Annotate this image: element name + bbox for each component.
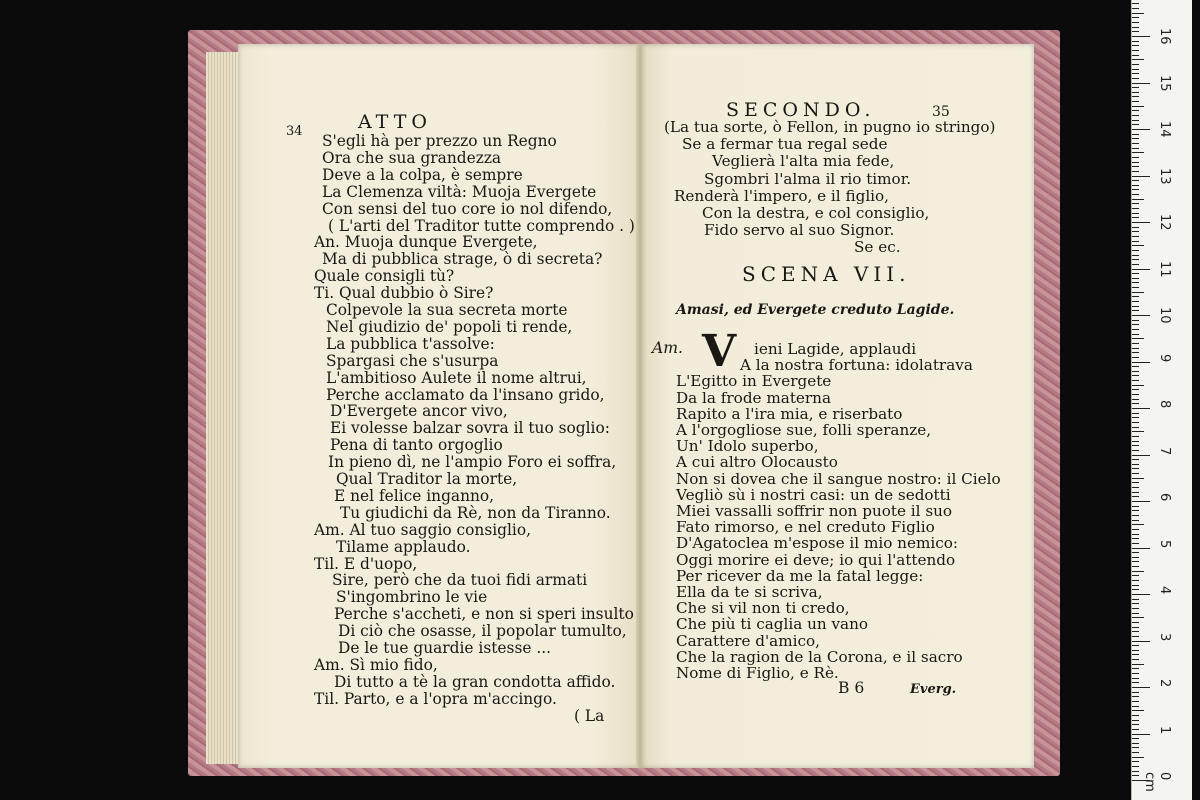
- ruler-tick: [1132, 152, 1144, 153]
- ruler-tick: [1132, 343, 1139, 344]
- ruler-number: 0 cm: [1142, 772, 1172, 792]
- text-line: Spargasi che s'usurpa: [326, 351, 499, 370]
- ruler-number: 1: [1157, 725, 1172, 734]
- text-line: Sgombri l'alma il rio timor.: [704, 169, 912, 188]
- text-line: A cui altro Olocausto: [676, 453, 838, 472]
- ruler-tick: [1132, 324, 1139, 325]
- ruler-tick: [1132, 83, 1150, 84]
- text-line: In pieno dì, ne l'ampio Foro ei soffra,: [328, 453, 617, 472]
- ruler-tick: [1132, 199, 1144, 200]
- ruler-tick: [1132, 752, 1139, 753]
- ruler-tick: [1132, 352, 1139, 353]
- ruler-tick: [1132, 538, 1139, 539]
- ruler-tick: [1132, 208, 1139, 209]
- ruler-tick: [1132, 413, 1139, 414]
- ruler-tick: [1132, 710, 1144, 711]
- ruler-tick: [1132, 203, 1139, 204]
- ruler-tick: [1132, 771, 1139, 772]
- ruler-tick: [1132, 45, 1139, 46]
- ruler-tick: [1132, 422, 1139, 423]
- text-line: Con sensi del tuo core io nol difendo,: [322, 199, 613, 218]
- text-line: Fato rimorso, e nel creduto Figlio: [676, 518, 935, 537]
- text-line: Til. E d'uopo,: [314, 554, 418, 573]
- ruler-tick: [1132, 55, 1139, 56]
- ruler-tick: [1132, 524, 1144, 525]
- ruler-tick: [1132, 571, 1144, 572]
- ruler-tick: [1132, 282, 1139, 283]
- ruler-tick: [1132, 301, 1139, 302]
- ruler-number: 10: [1157, 307, 1172, 324]
- ruler-tick: [1132, 189, 1139, 190]
- ruler-tick: [1132, 213, 1139, 214]
- text-line: Se a fermar tua regal sede: [682, 135, 888, 154]
- ruler-tick: [1132, 50, 1139, 51]
- ruler-tick: [1132, 599, 1139, 600]
- ruler-tick: [1132, 259, 1139, 260]
- ruler-tick: [1132, 273, 1139, 274]
- ruler-number: 14: [1157, 121, 1172, 138]
- text-line: Nel giudizio de' popoli ti rende,: [326, 317, 573, 336]
- ruler-tick: [1132, 734, 1150, 735]
- ruler-tick: [1132, 22, 1139, 23]
- ruler-tick: [1132, 455, 1150, 456]
- text-line: Con la destra, e col consiglio,: [702, 204, 930, 222]
- running-header-right: SECONDO.: [726, 99, 876, 121]
- text-line: Perche acclamato da l'insano grido,: [326, 385, 605, 404]
- ruler-number: 16: [1157, 28, 1172, 45]
- ruler-tick: [1132, 399, 1139, 400]
- ruler-tick: [1132, 124, 1139, 125]
- ruler-tick: [1132, 766, 1139, 767]
- text-line: Ei volesse balzar sovra il tuo soglio:: [330, 419, 610, 438]
- page-edges: [206, 52, 240, 764]
- ruler-tick: [1132, 478, 1144, 479]
- ruler-tick: [1132, 292, 1144, 293]
- text-line: Quale consigli tù?: [314, 267, 455, 286]
- ruler-tick: [1132, 603, 1139, 604]
- text-line: Til. Parto, e a l'opra m'accingo.: [314, 689, 557, 708]
- text-line: Nome di Figlio, e Rè.: [676, 664, 839, 682]
- ruler-tick: [1132, 27, 1139, 28]
- ruler-tick: [1132, 394, 1139, 395]
- ruler-tick: [1132, 110, 1139, 111]
- ruler-tick: [1132, 724, 1139, 725]
- ruler-tick: [1132, 729, 1139, 730]
- page-number-right: 35: [932, 104, 950, 120]
- ruler-number: 11: [1157, 260, 1172, 278]
- ruler-tick: [1132, 645, 1139, 646]
- text-line: Colpevole la sua secreta morte: [326, 301, 568, 319]
- ruler-tick: [1132, 701, 1139, 702]
- ruler-tick: [1132, 613, 1139, 614]
- text-line: Di ciò che osasse, il popolar tumulto,: [338, 622, 627, 641]
- text-line: D'Evergete ancor vivo,: [330, 402, 508, 421]
- ruler-tick: [1132, 441, 1139, 442]
- ruler-tick: [1132, 608, 1139, 609]
- ruler-tick: [1132, 129, 1150, 130]
- text-line: A la nostra fortuna: idolatrava: [740, 356, 973, 375]
- ruler-number: 9: [1157, 353, 1172, 362]
- ruler-tick: [1132, 738, 1139, 739]
- ruler-tick: [1132, 561, 1139, 562]
- text-line: D'Agatoclea m'espose il mio nemico:: [676, 534, 958, 553]
- ruler-tick: [1132, 92, 1139, 93]
- ruler-tick: [1132, 222, 1150, 223]
- ruler-tick: [1132, 78, 1139, 79]
- ruler-tick: [1132, 468, 1139, 469]
- ruler-tick: [1132, 357, 1139, 358]
- ruler-tick: [1132, 450, 1139, 451]
- ruler-tick: [1132, 580, 1139, 581]
- ruler-tick: [1132, 362, 1150, 363]
- ruler-tick: [1132, 706, 1139, 707]
- text-line: ( La: [574, 706, 605, 725]
- text-line: Tu giudichi da Rè, non da Tiranno.: [340, 503, 611, 522]
- ruler-tick: [1132, 255, 1139, 256]
- text-line: Sire, però che da tuoi fidi armati: [332, 571, 588, 590]
- ruler-tick: [1132, 13, 1144, 14]
- text-line: Non si dovea che il sangue nostro: il Cielo: [676, 469, 1001, 488]
- text-line: Renderà l'impero, e il figlio,: [674, 186, 890, 205]
- ruler-tick: [1132, 241, 1139, 242]
- ruler-tick: [1132, 496, 1139, 497]
- ruler-tick: [1132, 236, 1139, 237]
- catchword: Everg.: [910, 682, 957, 697]
- ruler-tick: [1132, 654, 1139, 655]
- ruler-tick: [1132, 250, 1139, 251]
- ruler-tick: [1132, 69, 1139, 70]
- ruler-tick: [1132, 687, 1150, 688]
- ruler-tick: [1132, 664, 1144, 665]
- ruler-number: 2: [1157, 679, 1172, 688]
- ruler-tick: [1132, 743, 1139, 744]
- ruler-tick: [1132, 775, 1139, 776]
- text-line: Am. Al tuo saggio consiglio,: [314, 520, 532, 539]
- text-line: Perche s'accheti, e non si speri insulto: [334, 605, 634, 624]
- ruler-tick: [1132, 59, 1144, 60]
- ruler-tick: [1132, 529, 1139, 530]
- ruler-tick: [1132, 96, 1139, 97]
- ruler-tick: [1132, 64, 1139, 65]
- drop-cap: V: [702, 326, 737, 377]
- ruler-tick: [1132, 543, 1139, 544]
- ruler-tick: [1132, 487, 1139, 488]
- ruler-tick: [1132, 143, 1139, 144]
- text-line: Che si vil non ti credo,: [676, 599, 850, 618]
- ruler-number: 15: [1157, 74, 1172, 92]
- ruler-tick: [1132, 348, 1139, 349]
- ruler-tick: [1132, 594, 1150, 595]
- ruler-tick: [1132, 310, 1139, 311]
- ruler-tick: [1132, 245, 1144, 246]
- ruler-tick: [1132, 692, 1139, 693]
- text-line: Vegliò sù i nostri casi: un de sedotti: [676, 485, 951, 504]
- scene-title: SCENA VII.: [742, 262, 911, 286]
- ruler-tick: [1132, 269, 1150, 270]
- ruler-tick: [1132, 552, 1139, 553]
- ruler-tick: [1132, 176, 1150, 177]
- ruler-tick: [1132, 296, 1139, 297]
- text-line: Ora che sua grandezza: [322, 148, 502, 167]
- ruler-tick: [1132, 445, 1139, 446]
- text-line: Che la ragion de la Corona, e il sacro: [676, 647, 963, 666]
- ruler-tick: [1132, 747, 1139, 748]
- text-line: Miei vassalli soffrir non puote il suo: [676, 502, 953, 520]
- ruler-number: 7: [1157, 446, 1172, 455]
- ruler-tick: [1132, 320, 1139, 321]
- text-line: (La tua sorte, ò Fellon, in pugno io stringo): [664, 118, 996, 136]
- ruler-tick: [1132, 36, 1150, 37]
- ruler-tick: [1132, 166, 1139, 167]
- ruler-tick: [1132, 636, 1139, 637]
- ruler-tick: [1132, 417, 1139, 418]
- ruler-tick: [1132, 380, 1139, 381]
- ruler-tick: [1132, 408, 1150, 409]
- ruler-number: 5: [1157, 539, 1172, 548]
- text-line: S'egli hà per prezzo un Regno: [322, 132, 557, 150]
- text-line: Ti. Qual dubbio ò Sire?: [314, 284, 494, 303]
- ruler-tick: [1132, 287, 1139, 288]
- text-line: Qual Traditor la morte,: [336, 470, 518, 488]
- ruler-tick: [1132, 264, 1139, 265]
- ruler-tick: [1132, 548, 1150, 549]
- text-line: Tilame applaudo.: [336, 537, 471, 556]
- ruler-number: 8: [1157, 400, 1172, 409]
- text-line: ieni Lagide, applaudi: [754, 340, 917, 358]
- ruler-tick: [1132, 510, 1139, 511]
- ruler-tick: [1132, 389, 1139, 390]
- ruler-tick: [1132, 673, 1139, 674]
- text-line: Deve a la colpa, è sempre: [322, 165, 523, 184]
- speaker-label: Am.: [652, 339, 684, 357]
- ruler-tick: [1132, 757, 1144, 758]
- ruler-tick: [1132, 171, 1139, 172]
- ruler-tick: [1132, 87, 1139, 88]
- ruler-tick: [1132, 315, 1150, 316]
- ruler-tick: [1132, 371, 1139, 372]
- text-line: S'ingombrino le vie: [336, 588, 488, 607]
- ruler-tick: [1132, 627, 1139, 628]
- ruler-tick: [1132, 366, 1139, 367]
- ruler-tick: [1132, 8, 1139, 9]
- text-line: An. Muoja dunque Evergete,: [314, 233, 538, 252]
- ruler-number: 13: [1157, 167, 1172, 185]
- ruler-tick: [1132, 501, 1150, 502]
- ruler-tick: [1132, 101, 1139, 102]
- ruler-tick: [1132, 589, 1139, 590]
- text-line: Rapito a l'ira mia, e riserbato: [676, 404, 903, 423]
- text-line: L'ambitioso Aulete il nome altrui,: [326, 368, 587, 387]
- ruler-tick: [1132, 231, 1139, 232]
- ruler-tick: [1132, 641, 1150, 642]
- text-line: Che più ti caglia un vano: [676, 615, 869, 634]
- measuring-ruler: [1131, 0, 1192, 800]
- text-line: De le tue guardie istesse ...: [338, 639, 552, 657]
- ruler-tick: [1132, 3, 1139, 4]
- ruler-tick: [1132, 431, 1144, 432]
- ruler-tick: [1132, 720, 1139, 721]
- left-page: [238, 44, 640, 768]
- text-line: Ella da te si scriva,: [676, 583, 823, 601]
- ruler-tick: [1132, 329, 1139, 330]
- ruler-tick: [1132, 682, 1139, 683]
- ruler-tick: [1132, 617, 1144, 618]
- ruler-tick: [1132, 403, 1139, 404]
- ruler-number: 12: [1157, 214, 1172, 231]
- ruler-tick: [1132, 631, 1139, 632]
- ruler-tick: [1132, 306, 1139, 307]
- text-line: Fido servo al suo Signor.: [704, 221, 895, 240]
- ruler-tick: [1132, 459, 1139, 460]
- ruler-tick: [1132, 696, 1139, 697]
- ruler-tick: [1132, 427, 1139, 428]
- ruler-tick: [1132, 659, 1139, 660]
- ruler-tick: [1132, 162, 1139, 163]
- ruler-tick: [1132, 217, 1139, 218]
- text-line: La pubblica t'assolve:: [326, 334, 495, 353]
- text-line: Da la frode materna: [676, 388, 832, 407]
- ruler-tick: [1132, 506, 1139, 507]
- ruler-tick: [1132, 650, 1139, 651]
- ruler-tick: [1132, 482, 1139, 483]
- ruler-tick: [1132, 385, 1144, 386]
- text-line: Pena di tanto orgoglio: [330, 436, 503, 455]
- ruler-tick: [1132, 375, 1139, 376]
- ruler-tick: [1132, 492, 1139, 493]
- ruler-tick: [1132, 138, 1139, 139]
- ruler-tick: [1132, 31, 1139, 32]
- ruler-tick: [1132, 180, 1139, 181]
- ruler-tick: [1132, 194, 1139, 195]
- text-line: L'Egitto in Evergete: [676, 372, 832, 391]
- text-line: Se ec.: [854, 238, 901, 257]
- ruler-tick: [1132, 436, 1139, 437]
- right-page: [642, 44, 1034, 768]
- text-line: Veglierà l'alta mia fede,: [712, 152, 895, 171]
- ruler-tick: [1132, 668, 1139, 669]
- ruler-tick: [1132, 134, 1139, 135]
- ruler-tick: [1132, 148, 1139, 149]
- ruler-tick: [1132, 338, 1144, 339]
- ruler-tick: [1132, 534, 1139, 535]
- ruler-tick: [1132, 575, 1139, 576]
- ruler-tick: [1132, 761, 1139, 762]
- scene-subtitle: Amasi, ed Evergete creduto Lagide.: [676, 302, 955, 318]
- text-line: Oggi morire ei deve; io qui l'attendo: [676, 550, 956, 569]
- ruler-tick: [1132, 464, 1139, 465]
- ruler-tick: [1132, 185, 1139, 186]
- text-line: ( L'arti del Traditor tutte comprendo . ): [328, 216, 635, 235]
- ruler-number: 3: [1157, 632, 1172, 641]
- running-header-left: ATTO: [358, 111, 432, 133]
- ruler-number: 6: [1157, 493, 1172, 502]
- ruler-tick: [1132, 566, 1139, 567]
- text-line: Ma di pubblica strage, ò di secreta?: [322, 250, 603, 269]
- ruler-tick: [1132, 120, 1139, 121]
- ruler-tick: [1132, 73, 1139, 74]
- ruler-tick: [1132, 41, 1139, 42]
- ruler-tick: [1132, 678, 1139, 679]
- signature-mark: B 6: [838, 679, 865, 697]
- ruler-tick: [1132, 557, 1139, 558]
- page-number-left: 34: [286, 124, 303, 139]
- text-line: Am. Sì mio fido,: [314, 655, 438, 674]
- ruler-tick: [1132, 278, 1139, 279]
- text-line: E nel felice inganno,: [334, 486, 495, 505]
- text-line: A l'orgogliose sue, folli speranze,: [676, 421, 932, 439]
- text-line: Di tutto a tè la gran condotta affido.: [334, 672, 616, 691]
- ruler-tick: [1132, 715, 1139, 716]
- text-line: La Clemenza viltà: Muoja Evergete: [322, 182, 597, 201]
- ruler-tick: [1132, 520, 1139, 521]
- text-line: Carattere d'amico,: [676, 631, 820, 650]
- text-line: Un' Idolo superbo,: [676, 437, 819, 456]
- text-line: Per ricever da me la fatal legge:: [676, 566, 924, 585]
- ruler-tick: [1132, 115, 1139, 116]
- ruler-tick: [1132, 334, 1139, 335]
- ruler-tick: [1132, 585, 1139, 586]
- ruler-tick: [1132, 473, 1139, 474]
- ruler-number: 4: [1157, 586, 1172, 595]
- ruler-tick: [1132, 157, 1139, 158]
- ruler-tick: [1132, 515, 1139, 516]
- ruler-tick: [1132, 622, 1139, 623]
- ruler-tick: [1132, 227, 1139, 228]
- ruler-tick: [1132, 106, 1144, 107]
- ruler-tick: [1132, 17, 1139, 18]
